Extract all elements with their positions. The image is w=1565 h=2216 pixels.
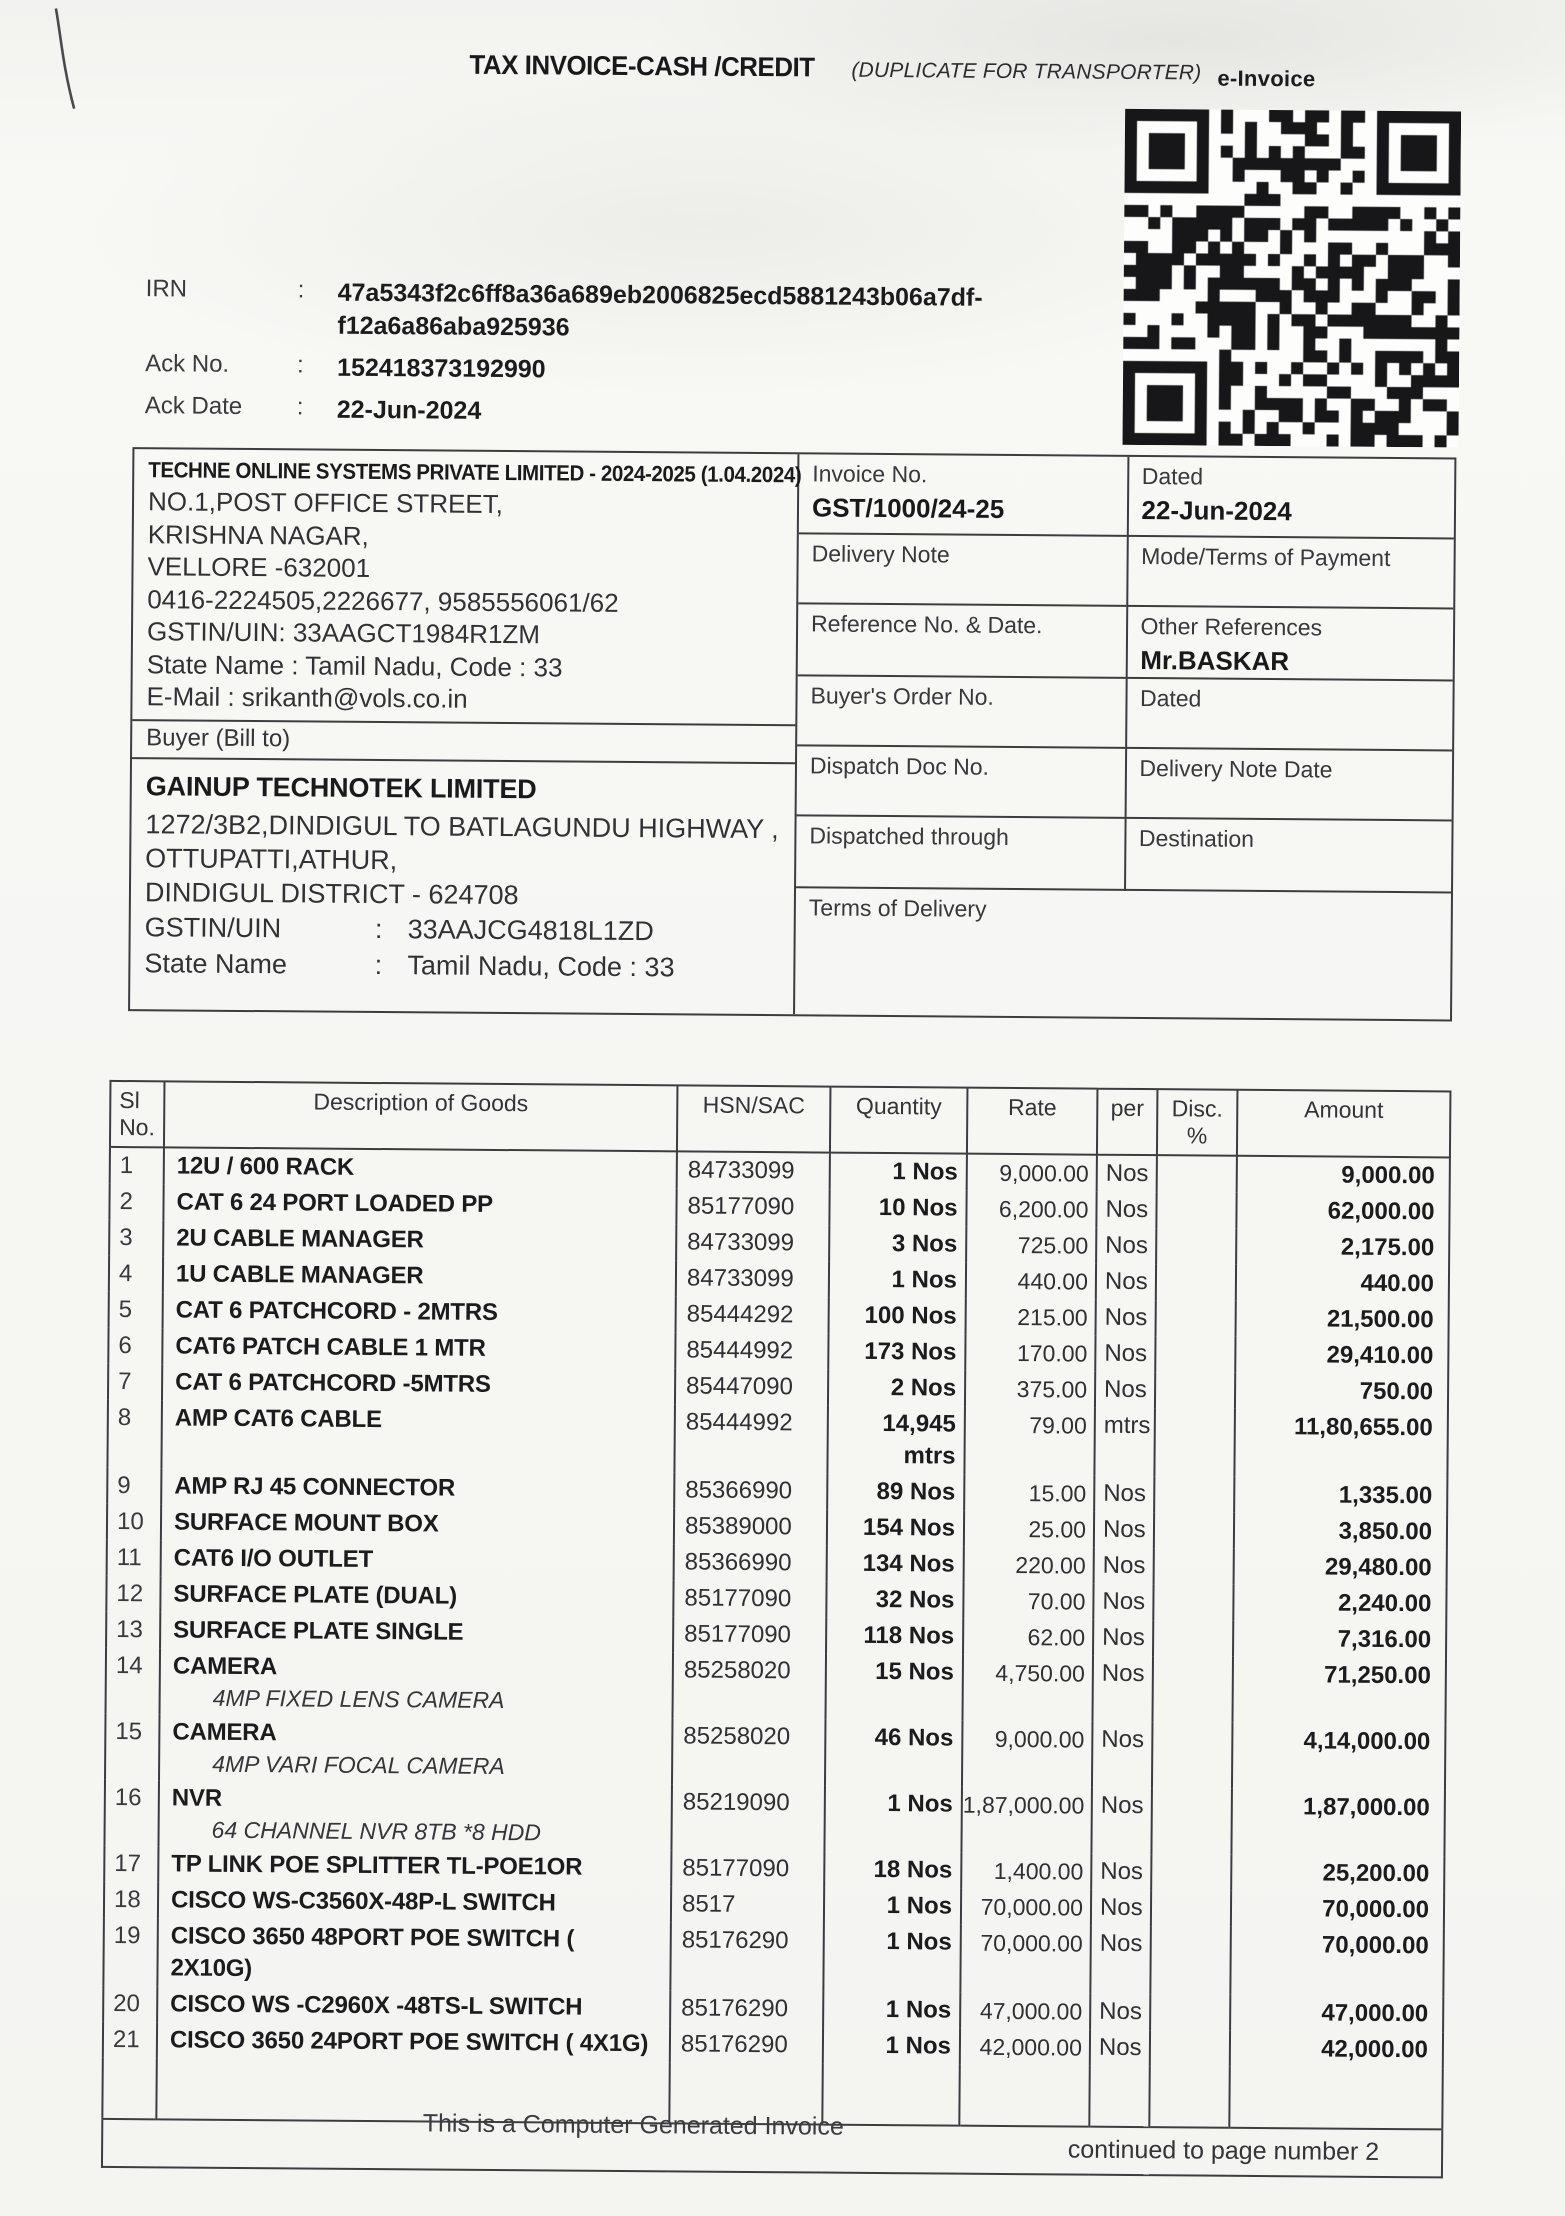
item-amount: 1,335.00 [1338,1481,1433,1510]
other-references-label: Other References [1140,613,1323,641]
item-hsn: 85366990 [674,1544,827,1581]
item-amount: 29,480.00 [1324,1553,1432,1582]
irn-block [145,275,983,441]
item-description: SURFACE PLATE SINGLE [173,1616,464,1646]
item-hsn: 85176290 [670,2026,823,2063]
other-references-cell [1125,607,1453,682]
item-description: CAT 6 PATCHCORD - 2MTRS [175,1296,498,1326]
item-per: Nos [1093,1620,1153,1656]
item-discount [1154,1548,1234,1585]
item-rate: 42,000.00 [960,2029,1090,2066]
item-sl: 15 [105,1714,160,1780]
einvoice-label: e-Invoice [1217,65,1316,92]
item-row [106,1648,1446,1725]
item-hsn: 85389000 [674,1508,827,1545]
item-rate: 70,000.00 [961,1889,1091,1926]
item-rate: 6,200.00 [966,1191,1096,1228]
item-per: Nos [1092,1722,1153,1788]
item-sl: 9 [107,1468,161,1504]
item-amount: 11,80,655.00 [1293,1413,1433,1442]
item-per: Nos [1094,1476,1154,1512]
seller-address-line: NO.1,POST OFFICE STREET, [147,486,504,519]
dated-value: 22-Jun-2024 [1141,495,1292,527]
item-description: TP LINK POE SPLITTER TL-POE1OR [171,1850,583,1881]
item-discount [1156,1228,1236,1265]
item-amount: 3,850.00 [1338,1517,1433,1546]
item-rate: 4,750.00 [962,1655,1093,1722]
item-discount [1151,1890,1231,1927]
items-table-header [110,1081,1450,1158]
item-quantity: 32 Nos [826,1582,963,1619]
irn-row [145,275,982,348]
item-quantity: 173 Nos [828,1334,965,1371]
item-rate: 375.00 [965,1371,1095,1408]
item-sl: 12 [106,1576,160,1612]
item-subdescription: 4MP VARI FOCAL CAMERA [212,1750,505,1780]
colon: : [296,393,304,421]
item-discount [1157,1155,1237,1193]
item-rate: 1,400.00 [961,1853,1091,1890]
item-rate: 70,000.00 [960,1925,1091,1994]
seller-name: TECHNE ONLINE SYSTEMS PRIVATE LIMITED - 2024-2025 (1.04.2024) [148,457,802,488]
item-quantity: 15 Nos [825,1654,963,1721]
item-per: Nos [1090,1926,1151,1994]
item-quantity: 1 Nos [829,1262,966,1299]
buyer-section-label: Buyer (Bill to) [132,721,795,764]
item-row [107,1400,1447,1479]
item-rate: 1,87,000.00 [961,1787,1092,1854]
colon: : [297,276,305,304]
items-table [101,1080,1452,2179]
buyer-address-line: 1272/3B2,DINDIGUL TO BATLAGUNDU HIGHWAY , [145,808,779,844]
item-description: CISCO WS -C2960X -48TS-L SWITCH [170,1990,583,2021]
item-per: Nos [1096,1264,1156,1300]
item-hsn: 85176290 [670,1922,824,1991]
col-header-amount: Amount [1237,1090,1451,1158]
delivery-note-label: Delivery Note [811,540,950,568]
ack-date-label: Ack Date [144,392,243,420]
computer-generated-note: This is a Computer Generated Invoice [422,2109,844,2141]
item-hsn: 85444992 [674,1404,828,1473]
buyer-state-label: State Name [144,947,288,979]
item-sl: 10 [107,1504,161,1540]
item-amount: 47,000.00 [1321,1999,1429,2028]
invoice-details-grid [793,454,1454,1019]
item-amount: 29,410.00 [1326,1341,1434,1370]
dispatch-doc-cell [797,746,1125,819]
item-description: CISCO 3650 24PORT POE SWITCH ( 4X1G) [169,2026,649,2058]
item-per: Nos [1091,1890,1151,1926]
item-hsn: 85177090 [673,1580,826,1617]
item-amount: 750.00 [1359,1377,1434,1406]
item-amount: 440.00 [1360,1269,1435,1298]
buyer-gstin-label: GSTIN/UIN [144,911,282,943]
item-quantity: 1 Nos [823,1992,960,2029]
invoice-no-cell [799,454,1127,537]
item-subdescription: 64 CHANNEL NVR 8TB *8 HDD [211,1816,542,1846]
seller-phone-line: 0416-2224505,2226677, 9585556061/62 [147,583,619,618]
item-sl: 16 [104,1780,159,1846]
buyer-gstin-row [145,909,782,950]
item-rate: 9,000.00 [962,1721,1093,1788]
item-hsn: 85177090 [676,1188,829,1225]
item-per: Nos [1096,1228,1156,1264]
item-rate: 70.00 [963,1583,1093,1620]
item-hsn: 85176290 [670,1990,823,2027]
seller-address-line: KRISHNA NAGAR, [147,518,369,551]
party-and-invoice-details [128,447,1456,1021]
item-sl: 7 [108,1364,162,1400]
reference-label: Reference No. & Date. [811,610,1043,639]
item-hsn: 85447090 [675,1368,828,1405]
item-per: Nos [1095,1336,1155,1372]
item-quantity: 154 Nos [827,1510,964,1547]
col-header-description: Description of Goods [164,1081,678,1151]
irn-value-line1: 47a5343f2c6ff8a36a689eb2006825ecd5881243b06a7df- [337,278,983,312]
colon: : [374,913,383,944]
item-description: CAT6 I/O OUTLET [173,1544,374,1574]
irn-value [337,277,982,348]
item-sl: 3 [109,1220,163,1256]
seller-gstin-line: GSTIN/UIN: 33AAGCT1984R1ZM [146,616,541,650]
item-per: Nos [1090,2030,1150,2066]
item-discount [1156,1300,1236,1337]
item-sl: 5 [109,1292,163,1328]
item-row [103,1918,1443,1997]
item-sl: 14 [106,1648,161,1714]
item-quantity: 10 Nos [829,1190,966,1227]
item-amount: 2,175.00 [1340,1233,1435,1262]
item-description: CISCO 3650 48PORT POE SWITCH ( 2X10G) [170,1922,575,1983]
item-subdescription: 4MP FIXED LENS CAMERA [212,1684,505,1714]
item-rate: 170.00 [965,1335,1095,1372]
dispatch-doc-label: Dispatch Doc No. [809,752,990,780]
buyer-state-value: Tamil Nadu, Code : 33 [407,949,675,982]
item-quantity: 1 Nos [823,1924,961,1993]
item-description: CISCO WS-C3560X-48P-L SWITCH [170,1886,556,1917]
seller-email-line: E-Mail : srikanth@vols.co.in [146,681,468,714]
item-per: Nos [1096,1192,1156,1228]
item-quantity: 134 Nos [827,1546,964,1583]
dispatched-through-cell [796,816,1124,891]
item-rate: 215.00 [966,1299,1096,1336]
col-header-rate: Rate [967,1088,1098,1155]
item-hsn: 85258020 [673,1652,827,1719]
item-description: AMP RJ 45 CONNECTOR [174,1472,456,1502]
item-sl: 1 [110,1147,164,1184]
item-rate: 15.00 [964,1475,1094,1512]
item-per: Nos [1091,1788,1152,1854]
dated2-label: Dated [1139,685,1202,712]
item-description: CAT6 PATCH CABLE 1 MTR [175,1332,486,1362]
item-hsn: 85177090 [671,1850,824,1887]
item-hsn: 84733099 [677,1151,830,1189]
item-hsn: 85177090 [673,1616,826,1653]
item-sl: 6 [108,1328,162,1364]
item-discount [1153,1620,1233,1657]
seller-state-line: State Name : Tamil Nadu, Code : 33 [146,648,563,682]
item-discount [1155,1372,1235,1409]
item-discount [1153,1584,1233,1621]
payment-terms-label: Mode/Terms of Payment [1141,543,1391,571]
item-quantity: 2 Nos [828,1370,965,1407]
terms-of-delivery-cell [795,888,1451,1019]
item-per: Nos [1090,1994,1150,2030]
item-row [105,1714,1445,1791]
item-description: 2U CABLE MANAGER [176,1224,424,1254]
terms-of-delivery-label: Terms of Delivery [808,894,987,922]
item-sl: 8 [107,1400,162,1468]
item-sl: 13 [106,1612,160,1648]
col-header-disc: Disc. % [1157,1089,1238,1156]
item-discount [1156,1192,1236,1229]
item-description: 12U / 600 RACK [176,1152,355,1181]
item-per: Nos [1093,1584,1153,1620]
item-discount [1155,1336,1235,1373]
item-quantity: 14,945 mtrs [827,1406,965,1475]
item-description: CAMERA [172,1718,277,1747]
item-rate: 25.00 [964,1511,1094,1548]
col-header-per: per [1097,1089,1158,1155]
item-discount [1150,1926,1231,1995]
item-description: CAT 6 24 PORT LOADED PP [176,1188,493,1218]
irn-label: IRN [145,275,188,303]
item-description: NVR [171,1784,223,1812]
item-rate: 440.00 [966,1263,1096,1300]
item-sl: 20 [103,1986,157,2022]
delivery-note-cell [798,534,1126,607]
item-rate: 725.00 [966,1227,1096,1264]
item-sl: 4 [109,1256,163,1292]
einvoice-qr-code [1123,109,1462,448]
item-discount [1150,2030,1230,2067]
item-rate: 62.00 [963,1619,1093,1656]
payment-terms-cell [1126,537,1454,610]
item-discount [1151,1854,1231,1891]
item-amount: 9,000.00 [1341,1161,1435,1190]
item-quantity: 46 Nos [825,1720,963,1787]
item-quantity: 100 Nos [829,1298,966,1335]
buyers-order-cell [797,676,1125,749]
item-description: SURFACE PLATE (DUAL) [173,1580,458,1610]
item-sl: 21 [103,2022,157,2058]
delivery-note-date-label: Delivery Note Date [1139,755,1333,783]
buyer-address-line: DINDIGUL DISTRICT - 624708 [144,876,519,910]
item-per: Nos [1092,1656,1153,1722]
item-hsn: 85444992 [675,1332,828,1369]
item-amount: 62,000.00 [1327,1197,1435,1226]
col-header-hsn: HSN/SAC [677,1085,831,1152]
item-sl: 11 [107,1540,161,1576]
dated2-cell [1125,679,1453,752]
dispatched-through-label: Dispatched through [809,822,1010,850]
item-discount [1150,1994,1230,2031]
seller-address-line: VELLORE -632001 [147,551,371,583]
party-column [130,449,802,1014]
item-quantity: 89 Nos [827,1474,964,1511]
item-hsn: 85219090 [671,1784,825,1851]
item-quantity: 18 Nos [824,1852,961,1889]
ack-no-row [145,350,982,390]
pen-mark [47,6,98,116]
item-discount [1154,1476,1234,1513]
continued-note: continued to page number 2 [102,2119,1442,2178]
item-per: Nos [1094,1512,1154,1548]
item-amount: 70,000.00 [1321,1931,1429,1960]
item-hsn: 84733099 [676,1260,829,1297]
dated-cell [1126,457,1454,540]
item-per: Nos [1096,1300,1156,1336]
item-quantity: 1 Nos [830,1153,967,1191]
item-rate: 9,000.00 [967,1154,1097,1192]
item-sl: 18 [104,1882,158,1918]
col-header-quantity: Quantity [830,1087,968,1154]
destination-cell [1124,819,1452,894]
items-body [103,1147,1450,2068]
item-rate: 47,000.00 [960,1993,1090,2030]
document-title: TAX INVOICE-CASH /CREDIT [469,49,815,83]
item-description: AMP CAT6 CABLE [174,1404,382,1434]
item-discount [1152,1722,1233,1789]
ack-date-value: 22-Jun-2024 [336,395,482,425]
item-per: Nos [1094,1548,1154,1584]
item-hsn: 8517 [671,1886,824,1923]
col-header-sl: Sl No. [110,1081,165,1147]
buyers-order-label: Buyer's Order No. [810,682,994,710]
item-discount [1154,1512,1234,1549]
item-description: CAMERA [172,1652,278,1681]
item-sl: 19 [103,1918,158,1986]
irn-value-line2: f12a6a86aba925936 [337,311,570,342]
item-per: mtrs [1094,1408,1155,1476]
item-hsn: 85258020 [672,1718,826,1785]
ack-date-row [145,392,982,432]
item-description: CAT 6 PATCHCORD -5MTRS [175,1368,491,1398]
item-quantity: 1 Nos [824,1786,962,1853]
ack-no-value: 152418373192990 [336,353,546,384]
item-description: SURFACE MOUNT BOX [173,1508,439,1538]
buyer-box [130,759,795,1015]
ack-no-label: Ack No. [145,350,230,378]
item-discount [1152,1656,1233,1723]
item-amount: 42,000.00 [1321,2035,1429,2064]
colon: : [297,351,304,379]
buyer-gstin-value: 33AAJCG4818L1ZD [407,913,654,946]
item-quantity: 1 Nos [824,1888,961,1925]
item-amount: 21,500.00 [1326,1305,1434,1334]
item-amount: 25,200.00 [1322,1859,1430,1888]
item-amount: 1,87,000.00 [1302,1793,1430,1822]
item-hsn: 84733099 [676,1224,829,1261]
item-quantity: 118 Nos [826,1618,963,1655]
item-hsn: 85444292 [676,1296,829,1333]
item-amount: 4,14,000.00 [1303,1727,1431,1756]
item-per: Nos [1091,1854,1151,1890]
buyer-address-line: OTTUPATTI,ATHUR, [145,842,398,875]
item-sl: 17 [104,1846,158,1882]
delivery-note-date-cell [1124,749,1452,822]
item-discount [1156,1264,1236,1301]
item-quantity: 3 Nos [829,1226,966,1263]
item-amount: 2,240.00 [1337,1589,1432,1618]
other-references-value: Mr.BASKAR [1140,645,1290,677]
item-rate: 220.00 [964,1547,1094,1584]
item-discount [1151,1788,1232,1855]
item-per: Nos [1097,1155,1157,1192]
invoice-no-label: Invoice No. [812,460,928,488]
item-hsn: 85366990 [674,1472,827,1509]
item-sl: 2 [109,1184,163,1220]
item-quantity: 1 Nos [823,2028,960,2065]
buyer-state-row [144,945,781,986]
invoice-no-value: GST/1000/24-25 [811,492,1005,524]
destination-label: Destination [1138,825,1255,852]
document-header [469,50,1201,87]
item-discount [1154,1408,1235,1477]
item-amount: 70,000.00 [1322,1895,1430,1924]
colon: : [374,949,383,980]
item-description: 1U CABLE MANAGER [175,1260,424,1290]
item-per: Nos [1095,1372,1155,1408]
item-row [104,1780,1444,1857]
reference-cell [798,604,1126,679]
dated-label: Dated [1141,463,1204,490]
seller-box [132,449,802,726]
duplicate-label: (DUPLICATE FOR TRANSPORTER) [851,58,1202,85]
item-rate: 79.00 [964,1407,1095,1476]
buyer-name: GAINUP TECHNOTEK LIMITED [145,770,537,804]
item-amount: 7,316.00 [1337,1625,1432,1654]
item-amount: 71,250.00 [1323,1661,1431,1690]
